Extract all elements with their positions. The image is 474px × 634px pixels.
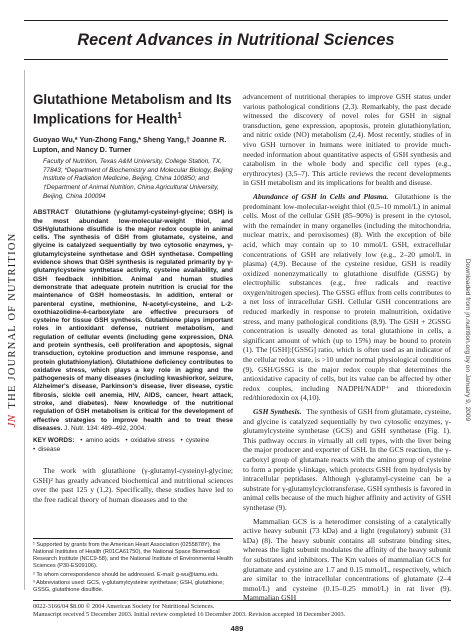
- keyword-item: oxidative stress: [130, 437, 175, 445]
- journal-name: THE JOURNAL OF NUTRITION: [6, 232, 18, 409]
- jn-logo-mark: JN: [6, 414, 18, 428]
- download-watermark: [457, 190, 473, 490]
- affiliations: Faculty of Nutrition, Texas A&M University, College Station, TX, 77843; *Department of Biochemistry and Molecular Biology, Beijing Institute of Radiation Medicine, Beijing, China 100850; and †Department of Animal Nutrition, China Agricultural University, Beijing, China 100094: [43, 158, 233, 200]
- abstract-label: ABSTRACT: [33, 209, 69, 217]
- publication-info: [33, 603, 451, 618]
- introduction-paragraph: The work with glutathione (γ-glutamyl-cysteinyl-glycine; GSH)² has greatly advanced biochemical and nutritional sciences over the past 125 y (1,2). Specifically, these studies have led to the free radical theory of human diseases and to the: [33, 466, 233, 504]
- keyword-item: cysteine: [185, 437, 210, 445]
- right-column: [243, 92, 451, 607]
- article-title-text: Glutathione Metabolism and Its Implications for Health: [33, 92, 232, 127]
- bottom-rule: [33, 600, 451, 601]
- footnote: ¹ Supported by grants from the American Heart Association (0255878Y), the National Institutes of Health (R01CA61750), the National Space Biomedical Research Institute (NCC9-58), and the National Institute of Environmental Health Sciences (P30-ES09106).: [33, 542, 233, 569]
- manuscript-dates: Manuscript received 5 December 2003. Initial review completed 16 December 2003. Revision accepted 18 December 2003.: [33, 610, 346, 618]
- left-column: [33, 92, 233, 504]
- citation: J. Nutr. 134: 489–492, 2004.: [64, 424, 147, 432]
- side-strip-rule: [24, 70, 25, 590]
- footnote: ² To whom correspondence should be addressed. E-mail: g-wu@tamu.edu.: [33, 571, 219, 578]
- section-banner: [24, 20, 448, 60]
- keywords-label: KEY WORDS:: [33, 437, 75, 445]
- keyword-bullet: •: [125, 437, 128, 445]
- subsection-text: The synthesis of GSH from glutamate, cysteine, and glycine is catalyzed sequentially by two cytosolic enzymes, γ-glutamylcysteine synthetase (GCS) and GSH synthetase (Fig. 1). This pathway occurs in virtually all cell types, with the liver being the major producer and exporter of GSH. In the GCS reaction, the γ-carboxyl group of glutamate reacts with the amino group of cysteine to form a peptide γ-linkage, which protects GSH from hydrolysis by intracellular peptidases. Although γ-glutamyl-cysteine can be a substrate for γ-glutamylcyclotransferase, GSH synthesis is favored in animal cells because of the much higher affinity and activity of GSH synthetase (9).: [243, 407, 451, 512]
- journal-side-strip: [1, 70, 23, 590]
- download-watermark-text: Downloaded from jn.nutrition.org by on January 9, 2009: [464, 258, 471, 422]
- body-paragraph: advancement of nutritional therapies to improve GSH status under various pathological conditions (2,3). Remarkably, the past decade witnessed the discovery of novel roles for GSH in signal transduction, gene expression, apoptosis, protein glutathionylation, and nitric oxide (NO) metabolism (2,4). Most recently, studies of in vivo GSH turnover in humans were initiated to provide much-needed information about quantitative aspects of GSH synthesis and catabolism in the whole body and specific cell types (e.g., erythrocytes) (3,5–7). This article reviews the recent developments in GSH metabolism and its implications for health and disease.: [243, 92, 451, 188]
- body-paragraph: [243, 192, 451, 403]
- subsection-heading: GSH Synthesis.: [253, 407, 302, 416]
- title-footnote-marker: 1: [177, 111, 182, 120]
- footnote: ³ Abbreviations used: GCS, γ-glutamylcysteine synthetase; GSH, glutathione; GSSG, glutathione disulfide.: [33, 580, 224, 593]
- footnotes: [33, 538, 233, 596]
- keyword-item: amino acids: [85, 437, 120, 445]
- keyword-item: disease: [38, 445, 61, 453]
- body-paragraph: [243, 407, 451, 513]
- keywords: [33, 437, 233, 454]
- abstract-text: Glutathione (γ-glutamyl-cysteinyl-glycine; GSH) is the most abundant low-molecular-weight thiol, and GSH/glutathione disulfide is the major redox couple in animal cells. The synthesis of GSH from glutamate, cysteine, and glycine is catalyzed sequentially by two cytosolic enzymes, γ-glutamylcysteine synthetase and GSH synthetase. Compelling evidence shows that GSH synthesis is regulated primarily by γ-glutamylcysteine synthetase activity, cysteine availability, and GSH feedback inhibition. Animal and human studies demonstrate that adequate protein nutrition is crucial for the maintenance of GSH homeostasis. In addition, enteral or parenteral cystine, methionine, N-acetyl-cysteine, and L-2-oxothiazolidine-4-carboxylate are effective precursors of cysteine for tissue GSH synthesis. Glutathione plays important roles in antioxidant defense, nutrient metabolism, and regulation of cellular events (including gene expression, DNA and protein synthesis, cell proliferation and apoptosis, signal transduction, cytokine production and immune response, and protein glutathionylation). Glutathione deficiency contributes to oxidative stress, which plays a key role in aging and the pathogenesis of many diseases (including kwashiorkor, seizure, Alzheimer's disease, Parkinson's disease, liver disease, cystic fibrosis, sickle cell anemia, HIV, AIDS, cancer, heart attack, stroke, and diabetes). New knowledge of the nutritional regulation of GSH metabolism is critical for the development of effective strategies to improve health and to treat these diseases.: [33, 209, 233, 432]
- subsection-heading: Abundance of GSH in Cells and Plasma.: [253, 191, 389, 201]
- section-banner-title: Recent Advances in Nutritional Sciences: [77, 30, 395, 49]
- article-title: [33, 92, 233, 127]
- copyright-line: 0022-3166/04 $8.00 © 2004 American Society for Nutritional Sciences.: [33, 603, 215, 610]
- page-number: 489: [230, 624, 244, 633]
- keyword-bullet: •: [33, 445, 36, 453]
- body-paragraph: Mammalian GCS is a heterodimer consisting of a catalytically active heavy subunit (73 kDa) and a light (regulatory) subunit (31 kDa) (8). The heavy subunit contains all substrate binding sites, whereas the light subunit modulates the affinity of the heavy subunit for substrates and inhibitors. The Km values of mammalian GCS for glutamate and cysteine are 1.7 and 0.15 mmol/L, respectively, which are similar to the intracellular concentrations of glutamate (2–4 mmol/L) and cysteine (0.15–0.25 mmol/L) in rat liver (9). Mammalian GSH: [243, 516, 451, 603]
- keyword-bullet: •: [80, 437, 83, 445]
- keyword-bullet: •: [180, 437, 183, 445]
- journal-side-strip-text: [3, 70, 21, 590]
- subsection-text: Glutathione is the predominant low-molecular-weight thiol (0.5–10 mmol/L) in animal cells. Most of the cellular GSH (85–90%) is present in the cytosol, with the remainder in many organelles (including the mitochondria, nuclear matrix, and peroxisomes) (8). With the exception of bile acid, which may contain up to 10 mmol/L GSH, extracellular concentrations of GSH are relatively low (e.g., 2–20 μmol/L in plasma) (4,9). Because of the cysteine residue, GSH is readily oxidized nonenzymatically to glutathione disulfide (GSSG) by electrophilic substances (e.g., free radicals and reactive oxygen/nitrogen species). The GSSG efflux from cells contributes to a net loss of intracellular GSH. Cellular GSH concentrations are reduced markedly in response to protein malnutrition, oxidative stress, and many pathological conditions (8,9). The GSH + 2GSSG concentration is usually denoted as total glutathione in cells, a significant amount of which (up to 15%) may be bound to protein (1). The [GSH]:[GSSG] ratio, which is often used as an indicator of the cellular redox state, is >10 under normal physiological conditions (9). GSH/GSSG is the major redox couple that determines the antioxidative capacity of cells, but its value can be affected by other redox couples, including NADPH/NADP⁺ and thioredoxin red/thioredoxin ox (4,10).: [243, 191, 452, 403]
- author-list: Guoyao Wu,* Yun-Zhong Fang,* Sheng Yang,† Joanne R. Lupton, and Nancy D. Turner: [33, 135, 227, 154]
- abstract: [33, 209, 233, 433]
